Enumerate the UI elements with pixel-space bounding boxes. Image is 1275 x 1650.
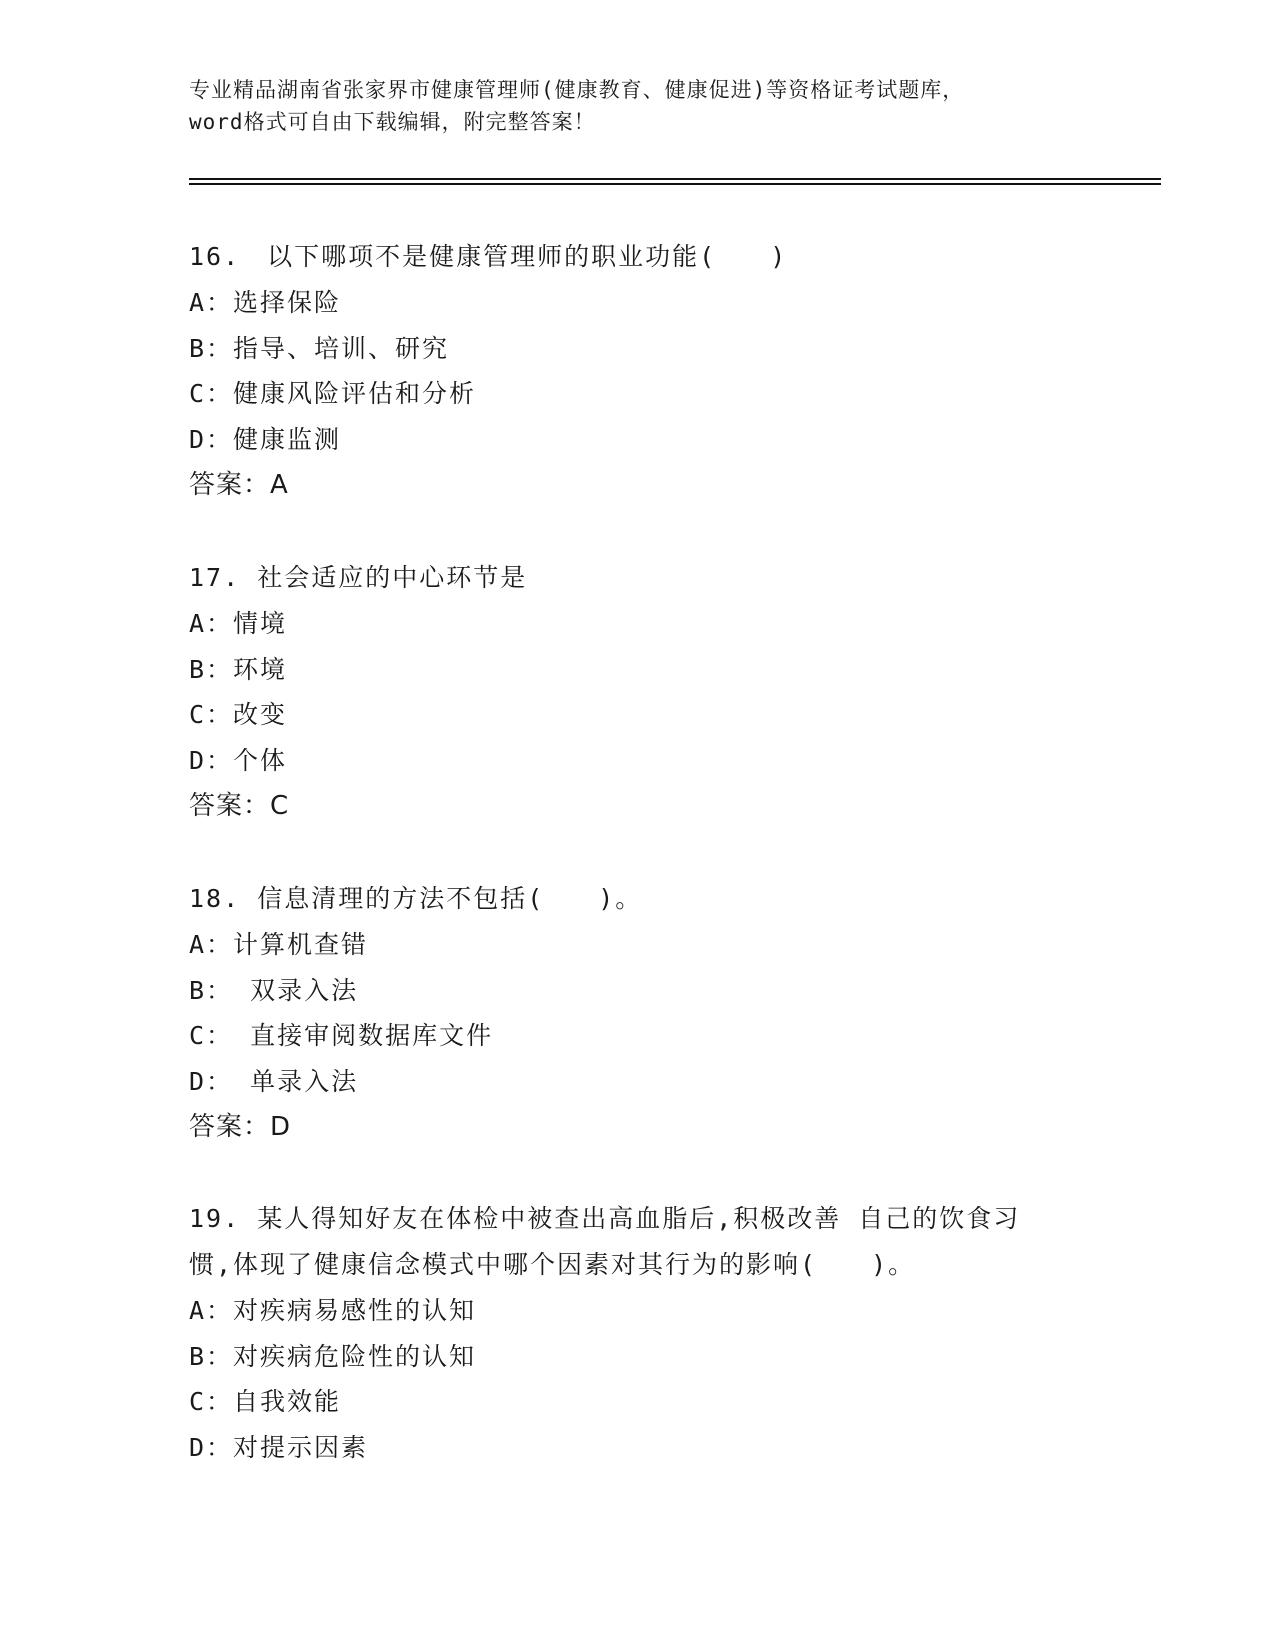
question-stem-line-2: 惯,体现了健康信念模式中哪个因素对其行为的影响( )。 — [189, 1250, 916, 1279]
document-header — [189, 74, 1069, 138]
question-stem: 17. 社会适应的中心环节是 — [189, 563, 528, 592]
question-stem-line-1: 19. 某人得知好友在体检中被查出高血脂后,积极改善 自己的饮食习 — [189, 1204, 1021, 1233]
option-d: D：对提示因素 — [189, 1432, 369, 1462]
question-19 — [189, 1196, 1149, 1470]
option-a: A：情境 — [189, 609, 288, 638]
option-b: B：指导、培训、研究 — [189, 333, 450, 363]
rule-line-bottom — [189, 183, 1161, 185]
option-d: D：健康监测 — [189, 424, 342, 454]
rule-line-top — [189, 178, 1161, 180]
header-title-line-2: word格式可自由下载编辑，附完整答案！ — [189, 110, 596, 134]
header-double-rule — [189, 178, 1161, 185]
option-c: C： 直接审阅数据库文件 — [189, 1021, 494, 1050]
header-title-line-1: 专业精品湖南省张家界市健康管理师(健康教育、健康促进)等资格证考试题库， — [189, 78, 965, 102]
option-b: B：环境 — [189, 654, 288, 684]
answer-line: 答案：D — [189, 1112, 292, 1142]
question-stem: 18. 信息清理的方法不包括( )。 — [189, 884, 643, 913]
option-c: C：自我效能 — [189, 1387, 342, 1416]
option-c: C：改变 — [189, 700, 288, 729]
option-c: C：健康风险评估和分析 — [189, 379, 477, 408]
option-d: D： 单录入法 — [189, 1066, 359, 1096]
question-stem: 16. 以下哪项不是健康管理师的职业功能( ) — [189, 242, 788, 271]
question-16 — [189, 234, 1149, 508]
question-17 — [189, 555, 1149, 829]
option-b: B：对疾病危险性的认知 — [189, 1341, 477, 1371]
option-a: A：计算机查错 — [189, 930, 369, 959]
answer-line: 答案：C — [189, 791, 290, 821]
option-a: A：对疾病易感性的认知 — [189, 1296, 477, 1325]
option-d: D：个体 — [189, 745, 288, 775]
question-18 — [189, 876, 1149, 1150]
option-b: B： 双录入法 — [189, 975, 359, 1005]
answer-line: 答案：A — [189, 470, 289, 500]
option-a: A：选择保险 — [189, 288, 342, 317]
